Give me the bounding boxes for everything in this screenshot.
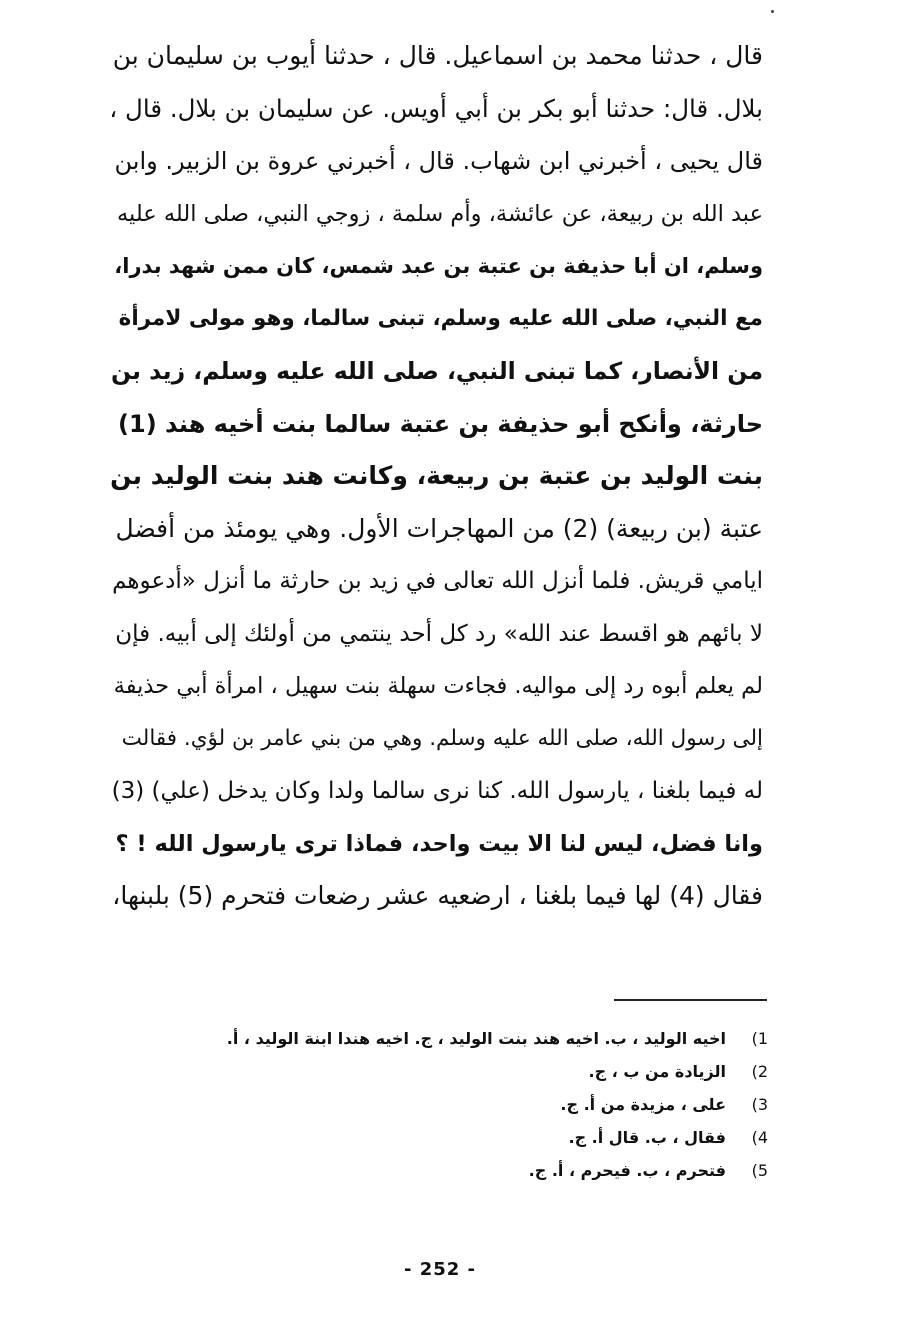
- body-line: فقال (4) لها فيما بلغنا ، ارضعيه عشر رضعات فتحرم (5) بلبنها،: [112, 881, 763, 910]
- footnote-text: على ، مزيدة من أ. ج.: [560, 1095, 726, 1114]
- body-line: وسلم، ان أبا حذيفة بن عتبة بن عبد شمس، كان ممن شهد بدرا،: [114, 254, 763, 278]
- footnote-item: [208, 1088, 768, 1121]
- body-line: بنت الوليد بن عتبة بن ربيعة، وكانت هند بنت الوليد بن: [110, 461, 763, 490]
- footnote-item: [208, 1022, 768, 1055]
- body-line: ايامي قريش. فلما أنزل الله تعالى في زيد بن حارثة ما أنزل «أدعوهم: [112, 568, 763, 594]
- footnote-number: 3): [751, 1095, 768, 1114]
- body-line: له فيما بلغنا ، يارسول الله. كنا نرى سالما ولدا وكان يدخل (علي) (3): [111, 778, 763, 804]
- footnote-number: 1): [751, 1029, 768, 1048]
- body-line: بلال. قال: حدثنا أبو بكر بن أبي أويس. عن سليمان بن بلال. قال ،: [109, 93, 763, 123]
- footnote-item: [208, 1055, 768, 1088]
- footnote-item: [208, 1154, 768, 1187]
- main-text-block: [108, 30, 763, 923]
- footnote-number: 5): [751, 1161, 768, 1180]
- footnote-item: [208, 1121, 768, 1154]
- footnote-text: فتحرم ، ب. فيحرم ، أ. ج.: [528, 1161, 726, 1180]
- footnote-text: فقال ، ب. قال أ. ج.: [568, 1128, 726, 1147]
- body-line: عتبة (بن ربيعة) (2) من المهاجرات الأول. وهي يومئذ من أفضل: [115, 513, 763, 543]
- body-line: قال ، حدثنا محمد بن اسماعيل. قال ، حدثنا أيوب بن سليمان بن: [112, 41, 763, 70]
- body-line: لم يعلم أبوه رد إلى مواليه. فجاءت سهلة بنت سهيل ، امرأة أبي حذيفة: [113, 673, 763, 699]
- footnote-separator: [614, 999, 767, 1001]
- footnote-text: الزيادة من ب ، ج.: [588, 1062, 726, 1081]
- body-line: إلى رسول الله، صلى الله عليه وسلم. وهي من بني عامر بن لؤي. فقالت: [121, 725, 763, 751]
- body-line: حارثة، وأنكح أبو حذيفة بن عتبة سالما بنت أخيه هند (1): [118, 409, 763, 438]
- footnote-number: 2): [751, 1062, 768, 1081]
- body-line: من الأنصار، كما تبنى النبي، صلى الله عليه وسلم، زيد بن: [111, 357, 763, 385]
- page-number: - 252 -: [403, 1259, 477, 1280]
- body-line: قال يحيى ، أخبرني ابن شهاب. قال ، أخبرني عروة بن الزبير. وابن: [114, 147, 763, 175]
- body-line: لا بائهم هو اقسط عند الله» رد كل أحد ينتمي من أولئك إلى أبيه. فإن: [115, 620, 763, 647]
- scan-speck: [771, 10, 774, 13]
- body-line: وانا فضل، ليس لنا الا بيت واحد، فماذا ترى يارسول الله ! ؟: [115, 830, 763, 857]
- footnote-number: 4): [751, 1128, 768, 1147]
- footnotes: [208, 1022, 768, 1187]
- body-line: عبد الله بن ربيعة، عن عائشة، وأم سلمة ، زوجي النبي، صلى الله عليه: [116, 200, 763, 227]
- footnote-text: اخيه الوليد ، ب. اخيه هند بنت الوليد ، ج. اخيه هندا ابنة الوليد ، أ.: [226, 1029, 726, 1048]
- body-line: مع النبي، صلى الله عليه وسلم، تبنى سالما، وهو مولى لامرأة: [118, 305, 763, 331]
